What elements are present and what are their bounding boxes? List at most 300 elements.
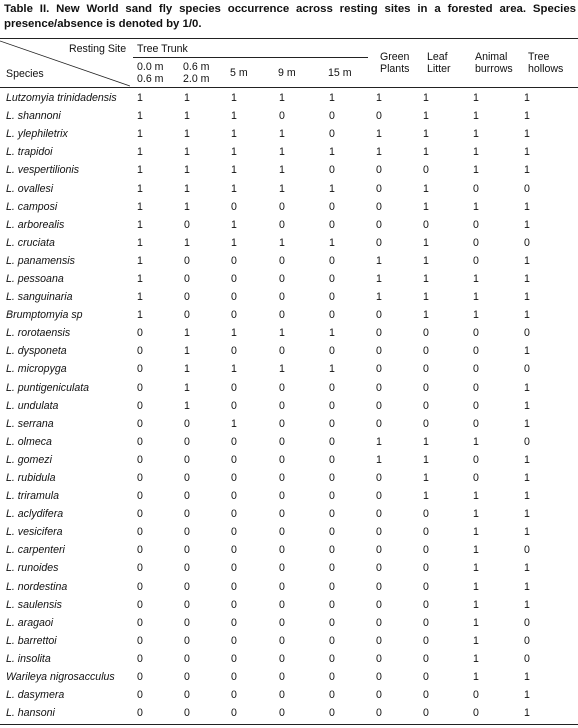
col-trunk-9m: 9 m [278,67,296,79]
presence-cell: 0 [376,417,382,430]
presence-cell: 1 [524,291,530,304]
species-name: L. rorotaensis [6,327,71,340]
presence-cell: 0 [279,616,285,629]
presence-cell: 1 [423,472,429,485]
species-name: Lutzomyia trinidadensis [6,92,117,105]
presence-cell: 1 [524,92,530,105]
presence-cell: 1 [137,218,143,231]
presence-cell: 1 [423,236,429,249]
presence-cell: 0 [137,707,143,720]
presence-cell: 0 [376,671,382,684]
presence-cell: 1 [524,218,530,231]
presence-cell: 0 [423,381,429,394]
species-name: L. aclydifera [6,508,64,521]
presence-cell: 0 [376,490,382,503]
presence-cell: 1 [279,128,285,141]
col-trunk-0-0.6: 0.0 m 0.6 m [137,61,164,85]
presence-cell: 1 [423,92,429,105]
species-name: L. carpenteri [6,544,65,557]
presence-cell: 1 [524,472,530,485]
presence-cell: 1 [184,381,190,394]
header-species: Species [6,68,44,80]
presence-cell: 0 [231,544,237,557]
presence-cell: 0 [524,616,530,629]
presence-cell: 0 [184,652,190,665]
presence-cell: 0 [137,345,143,358]
presence-cell: 0 [376,236,382,249]
presence-cell: 1 [329,327,335,340]
presence-cell: 0 [423,689,429,702]
presence-cell: 1 [184,128,190,141]
presence-cell: 1 [524,272,530,285]
presence-cell: 1 [376,128,382,141]
species-name: Warileya nigrosacculus [6,671,115,684]
species-name: L. cruciata [6,236,55,249]
presence-cell: 1 [279,164,285,177]
presence-cell: 0 [279,544,285,557]
presence-cell: 0 [376,381,382,394]
presence-cell: 1 [231,218,237,231]
presence-cell: 0 [137,363,143,376]
presence-cell: 0 [279,689,285,702]
species-name: L. hansoni [6,707,55,720]
presence-cell: 0 [279,345,285,358]
presence-cell: 1 [231,146,237,159]
table-row [0,505,578,523]
presence-cell: 0 [329,453,335,466]
presence-cell: 0 [279,254,285,267]
col-leaf-litter: Leaf Litter [427,51,451,75]
presence-cell: 1 [137,254,143,267]
presence-cell: 0 [279,309,285,322]
table-row [0,415,578,433]
presence-cell: 0 [473,707,479,720]
table-row [0,379,578,397]
presence-cell: 0 [329,309,335,322]
presence-cell: 0 [184,580,190,593]
bottom-rule [0,724,578,725]
presence-cell: 0 [184,616,190,629]
presence-cell: 0 [231,598,237,611]
presence-cell: 0 [376,399,382,412]
table-row [0,270,578,288]
table-row [0,614,578,632]
presence-cell: 0 [137,472,143,485]
species-name: L. saulensis [6,598,62,611]
presence-cell: 0 [279,218,285,231]
presence-cell: 0 [279,671,285,684]
presence-cell: 0 [137,417,143,430]
presence-cell: 1 [423,146,429,159]
presence-cell: 1 [137,146,143,159]
table-row [0,632,578,650]
table-caption [4,2,576,32]
presence-cell: 0 [524,182,530,195]
table-row [0,451,578,469]
header-resting-site: Resting Site [69,43,127,55]
presence-cell: 0 [231,616,237,629]
presence-cell: 1 [423,128,429,141]
species-table [0,89,578,722]
presence-cell: 1 [231,92,237,105]
presence-cell: 0 [329,562,335,575]
presence-cell: 1 [524,671,530,684]
presence-cell: 0 [329,218,335,231]
presence-cell: 0 [524,236,530,249]
species-name: L. olmeca [6,435,52,448]
presence-cell: 0 [137,508,143,521]
presence-cell: 0 [473,182,479,195]
presence-cell: 0 [279,472,285,485]
table-row [0,161,578,179]
presence-cell: 0 [473,689,479,702]
presence-cell: 0 [184,254,190,267]
presence-cell: 0 [376,616,382,629]
presence-cell: 0 [329,128,335,141]
presence-cell: 1 [184,200,190,213]
species-name: L. sanguinaria [6,291,73,304]
presence-cell: 0 [329,580,335,593]
species-name: Brumptomyia sp [6,309,83,322]
presence-cell: 0 [137,598,143,611]
presence-cell: 0 [184,291,190,304]
presence-cell: 1 [473,200,479,213]
presence-cell: 1 [137,182,143,195]
species-name: L. panamensis [6,254,75,267]
presence-cell: 0 [473,327,479,340]
presence-cell: 1 [137,110,143,123]
presence-cell: 0 [473,236,479,249]
presence-cell: 1 [524,707,530,720]
presence-cell: 1 [184,92,190,105]
presence-cell: 0 [137,652,143,665]
presence-cell: 1 [473,490,479,503]
presence-cell: 0 [423,363,429,376]
presence-cell: 0 [376,562,382,575]
table-row [0,198,578,216]
presence-cell: 0 [184,671,190,684]
presence-cell: 0 [279,508,285,521]
presence-cell: 1 [329,182,335,195]
presence-cell: 1 [184,110,190,123]
presence-cell: 0 [231,254,237,267]
presence-cell: 1 [473,598,479,611]
presence-cell: 1 [473,128,479,141]
presence-cell: 1 [524,146,530,159]
presence-cell: 0 [423,580,429,593]
presence-cell: 0 [423,345,429,358]
presence-cell: 0 [137,453,143,466]
presence-cell: 0 [376,652,382,665]
species-name: L. trapidoi [6,146,53,159]
presence-cell: 1 [231,236,237,249]
presence-cell: 1 [524,598,530,611]
presence-cell: 1 [279,146,285,159]
presence-cell: 0 [329,526,335,539]
presence-cell: 1 [376,92,382,105]
table-row [0,433,578,451]
species-name: L. shannoni [6,110,61,123]
presence-cell: 0 [184,598,190,611]
presence-cell: 0 [329,689,335,702]
presence-cell: 1 [524,526,530,539]
species-name: L. rubidula [6,472,56,485]
presence-cell: 0 [279,652,285,665]
species-name: L. gomezi [6,453,52,466]
presence-cell: 1 [524,453,530,466]
presence-cell: 1 [473,92,479,105]
presence-cell: 1 [184,236,190,249]
presence-cell: 1 [184,164,190,177]
presence-cell: 0 [423,164,429,177]
presence-cell: 1 [423,490,429,503]
presence-cell: 0 [279,417,285,430]
presence-cell: 0 [329,200,335,213]
presence-cell: 0 [329,634,335,647]
presence-cell: 1 [279,92,285,105]
presence-cell: 0 [184,218,190,231]
table-row [0,107,578,125]
presence-cell: 0 [137,580,143,593]
presence-cell: 0 [279,490,285,503]
presence-cell: 1 [279,327,285,340]
presence-cell: 0 [137,399,143,412]
presence-cell: 1 [524,309,530,322]
presence-cell: 0 [524,652,530,665]
table-row [0,89,578,107]
presence-cell: 1 [279,236,285,249]
table-row [0,306,578,324]
presence-cell: 0 [329,272,335,285]
presence-cell: 1 [137,200,143,213]
presence-cell: 1 [473,652,479,665]
presence-cell: 0 [329,472,335,485]
presence-cell: 0 [329,616,335,629]
species-name: L. runoides [6,562,59,575]
presence-cell: 0 [184,417,190,430]
col-tree-hollows: Tree hollows [528,51,564,75]
presence-cell: 1 [423,272,429,285]
presence-cell: 0 [231,200,237,213]
species-name: L. undulata [6,399,59,412]
presence-cell: 0 [184,634,190,647]
presence-cell: 0 [329,417,335,430]
presence-cell: 0 [376,345,382,358]
presence-cell: 1 [137,164,143,177]
presence-cell: 1 [376,435,382,448]
presence-cell: 1 [524,381,530,394]
presence-cell: 0 [423,652,429,665]
presence-cell: 0 [376,182,382,195]
presence-cell: 0 [329,671,335,684]
presence-cell: 0 [329,381,335,394]
col-green-plants: Green Plants [380,51,410,75]
table-row [0,596,578,614]
presence-cell: 0 [279,291,285,304]
presence-cell: 0 [423,634,429,647]
presence-cell: 1 [524,110,530,123]
presence-cell: 0 [473,218,479,231]
table-row [0,179,578,197]
presence-cell: 0 [376,218,382,231]
presence-cell: 0 [231,671,237,684]
presence-cell: 0 [231,309,237,322]
species-name: L. micropyga [6,363,67,376]
table-row [0,578,578,596]
header-bottom-rule [0,87,578,88]
presence-cell: 0 [184,309,190,322]
presence-cell: 1 [231,110,237,123]
table-row [0,288,578,306]
presence-cell: 1 [524,580,530,593]
col-animal-burrows: Animal burrows [475,51,513,75]
presence-cell: 0 [524,634,530,647]
presence-cell: 1 [231,417,237,430]
table-row [0,397,578,415]
presence-cell: 0 [524,544,530,557]
presence-cell: 0 [329,508,335,521]
species-name: L. pessoana [6,272,64,285]
presence-cell: 1 [376,146,382,159]
presence-cell: 0 [423,526,429,539]
presence-cell: 0 [184,453,190,466]
presence-cell: 0 [329,399,335,412]
presence-cell: 0 [184,490,190,503]
presence-cell: 0 [376,164,382,177]
presence-cell: 0 [184,689,190,702]
presence-cell: 0 [137,381,143,394]
presence-cell: 0 [376,526,382,539]
presence-cell: 1 [329,236,335,249]
table-row [0,252,578,270]
presence-cell: 0 [524,327,530,340]
presence-cell: 1 [473,616,479,629]
table-row [0,125,578,143]
presence-cell: 0 [473,399,479,412]
species-name: L. barrettoi [6,634,57,647]
presence-cell: 1 [524,164,530,177]
species-name: L. ylephiletrix [6,128,68,141]
presence-cell: 0 [329,598,335,611]
table-row [0,559,578,577]
presence-cell: 1 [137,236,143,249]
presence-cell: 0 [231,345,237,358]
presence-cell: 0 [184,272,190,285]
presence-cell: 1 [524,200,530,213]
presence-cell: 1 [184,182,190,195]
species-name: L. serrana [6,417,54,430]
presence-cell: 1 [473,544,479,557]
col-trunk-0.6-2.0: 0.6 m 2.0 m [183,61,210,85]
presence-cell: 1 [473,508,479,521]
presence-cell: 0 [376,544,382,557]
top-rule [0,38,578,39]
table-row [0,523,578,541]
presence-cell: 0 [231,381,237,394]
presence-cell: 0 [137,327,143,340]
species-name: L. ovallesi [6,182,54,195]
presence-cell: 0 [231,652,237,665]
presence-cell: 1 [231,128,237,141]
presence-cell: 0 [473,472,479,485]
presence-cell: 1 [473,110,479,123]
presence-cell: 0 [329,164,335,177]
presence-cell: 1 [184,399,190,412]
presence-cell: 0 [329,435,335,448]
presence-cell: 0 [137,671,143,684]
presence-cell: 1 [231,182,237,195]
presence-cell: 0 [231,707,237,720]
presence-cell: 0 [279,381,285,394]
presence-cell: 0 [231,562,237,575]
presence-cell: 0 [423,671,429,684]
presence-cell: 0 [279,272,285,285]
species-name: L. vespertilionis [6,164,80,177]
presence-cell: 0 [376,689,382,702]
presence-cell: 0 [376,634,382,647]
presence-cell: 0 [524,363,530,376]
presence-cell: 0 [329,652,335,665]
caption-line-1: Table II. New World sand fly species occurrence across resting sites in a forested area. Species [4,3,576,15]
presence-cell: 0 [231,490,237,503]
table-row [0,668,578,686]
col-trunk-15m: 15 m [328,67,352,79]
presence-cell: 1 [524,399,530,412]
presence-cell: 0 [279,200,285,213]
presence-cell: 1 [423,309,429,322]
presence-cell: 0 [137,616,143,629]
presence-cell: 1 [423,291,429,304]
presence-cell: 0 [329,544,335,557]
presence-cell: 1 [137,272,143,285]
presence-cell: 0 [279,598,285,611]
presence-cell: 0 [279,707,285,720]
presence-cell: 0 [376,363,382,376]
presence-cell: 1 [376,453,382,466]
presence-cell: 0 [376,110,382,123]
presence-cell: 1 [524,689,530,702]
presence-cell: 0 [184,544,190,557]
presence-cell: 1 [137,309,143,322]
presence-cell: 1 [473,562,479,575]
presence-cell: 0 [184,562,190,575]
table-row [0,360,578,378]
presence-cell: 0 [423,562,429,575]
presence-cell: 1 [137,92,143,105]
presence-cell: 1 [231,327,237,340]
species-name: L. puntigeniculata [6,381,90,394]
presence-cell: 0 [473,453,479,466]
species-name: L. aragaoi [6,616,54,629]
presence-cell: 0 [231,526,237,539]
presence-cell: 1 [423,182,429,195]
presence-cell: 1 [423,435,429,448]
presence-cell: 0 [329,110,335,123]
presence-cell: 1 [473,272,479,285]
col-trunk-5m: 5 m [230,67,248,79]
presence-cell: 0 [279,526,285,539]
presence-cell: 1 [473,309,479,322]
presence-cell: 0 [423,544,429,557]
presence-cell: 1 [231,164,237,177]
presence-cell: 0 [231,435,237,448]
presence-cell: 0 [137,562,143,575]
presence-cell: 1 [524,417,530,430]
table-row [0,342,578,360]
presence-cell: 0 [376,309,382,322]
presence-cell: 0 [376,327,382,340]
species-name: L. camposi [6,200,58,213]
